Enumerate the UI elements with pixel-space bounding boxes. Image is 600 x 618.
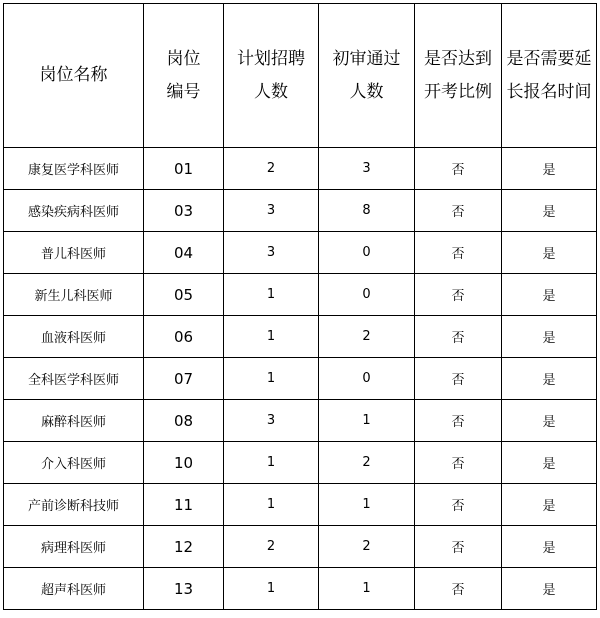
planned-count-cell: 1 — [224, 316, 319, 358]
table-header — [4, 4, 597, 148]
header-line: 长报名时间 — [506, 81, 592, 102]
table-row — [4, 358, 597, 400]
planned-count-cell: 2 — [224, 526, 319, 568]
ratio-met-cell: 否 — [415, 484, 502, 526]
position-code-cell: 04 — [144, 232, 224, 274]
header-line: 人数 — [349, 81, 384, 102]
extend-registration-cell: 是 — [502, 358, 597, 400]
position-code-cell: 05 — [144, 274, 224, 316]
passed-count-cell: 2 — [319, 442, 415, 484]
passed-count-cell: 1 — [319, 568, 415, 610]
passed-count-cell: 3 — [319, 148, 415, 190]
position-name-cell: 全科医学科医师 — [4, 358, 144, 400]
passed-count-cell: 2 — [319, 316, 415, 358]
table-row — [4, 148, 597, 190]
ratio-met-cell: 否 — [415, 568, 502, 610]
table-row — [4, 232, 597, 274]
header-line: 人数 — [254, 81, 288, 102]
header-row — [4, 4, 597, 148]
passed-count-cell: 8 — [319, 190, 415, 232]
header-ratio-met — [415, 4, 502, 148]
planned-count-cell: 2 — [224, 148, 319, 190]
extend-registration-cell: 是 — [502, 484, 597, 526]
position-code-cell: 07 — [144, 358, 224, 400]
table-row — [4, 316, 597, 358]
extend-registration-cell: 是 — [502, 568, 597, 610]
header-line: 初审通过 — [332, 48, 401, 69]
position-name-cell: 感染疾病科医师 — [4, 190, 144, 232]
position-name-cell: 麻醉科医师 — [4, 400, 144, 442]
planned-count-cell: 1 — [224, 484, 319, 526]
position-code-cell: 13 — [144, 568, 224, 610]
ratio-met-cell: 否 — [415, 400, 502, 442]
header-line: 编号 — [166, 81, 201, 102]
position-code-cell: 01 — [144, 148, 224, 190]
passed-count-cell: 1 — [319, 400, 415, 442]
position-code-cell: 03 — [144, 190, 224, 232]
position-name-cell: 康复医学科医师 — [4, 148, 144, 190]
passed-count-cell: 1 — [319, 484, 415, 526]
position-name-cell: 新生儿科医师 — [4, 274, 144, 316]
planned-count-cell: 3 — [224, 232, 319, 274]
header-line: 岗位 — [166, 48, 201, 69]
extend-registration-cell: 是 — [502, 148, 597, 190]
header-line: 开考比例 — [424, 81, 492, 102]
header-line: 是否需要延 — [506, 48, 592, 69]
position-code-cell: 12 — [144, 526, 224, 568]
extend-registration-cell: 是 — [502, 316, 597, 358]
header-passed-count — [319, 4, 415, 148]
passed-count-cell: 0 — [319, 232, 415, 274]
position-name-cell: 产前诊断科技师 — [4, 484, 144, 526]
position-name-cell: 病理科医师 — [4, 526, 144, 568]
table-row — [4, 526, 597, 568]
header-line: 是否达到 — [424, 48, 492, 69]
table-row — [4, 190, 597, 232]
ratio-met-cell: 否 — [415, 190, 502, 232]
header-position-code — [144, 4, 224, 148]
extend-registration-cell: 是 — [502, 232, 597, 274]
recruitment-table — [3, 3, 597, 610]
ratio-met-cell: 否 — [415, 526, 502, 568]
extend-registration-cell: 是 — [502, 526, 597, 568]
table-body — [4, 148, 597, 610]
ratio-met-cell: 否 — [415, 316, 502, 358]
extend-registration-cell: 是 — [502, 442, 597, 484]
extend-registration-cell: 是 — [502, 274, 597, 316]
position-code-cell: 10 — [144, 442, 224, 484]
position-name-cell: 普儿科医师 — [4, 232, 144, 274]
extend-registration-cell: 是 — [502, 400, 597, 442]
position-name-cell: 超声科医师 — [4, 568, 144, 610]
table-row — [4, 400, 597, 442]
planned-count-cell: 1 — [224, 568, 319, 610]
table-row — [4, 274, 597, 316]
ratio-met-cell: 否 — [415, 148, 502, 190]
passed-count-cell: 0 — [319, 274, 415, 316]
ratio-met-cell: 否 — [415, 442, 502, 484]
header-extend-registration — [502, 4, 597, 148]
planned-count-cell: 3 — [224, 190, 319, 232]
header-line: 岗位名称 — [39, 65, 108, 85]
planned-count-cell: 1 — [224, 358, 319, 400]
planned-count-cell: 1 — [224, 274, 319, 316]
ratio-met-cell: 否 — [415, 232, 502, 274]
header-line: 计划招聘 — [237, 48, 305, 69]
table-row — [4, 484, 597, 526]
ratio-met-cell: 否 — [415, 358, 502, 400]
header-position-name — [4, 4, 144, 148]
ratio-met-cell: 否 — [415, 274, 502, 316]
planned-count-cell: 3 — [224, 400, 319, 442]
position-code-cell: 08 — [144, 400, 224, 442]
planned-count-cell: 1 — [224, 442, 319, 484]
position-name-cell: 介入科医师 — [4, 442, 144, 484]
position-name-cell: 血液科医师 — [4, 316, 144, 358]
passed-count-cell: 2 — [319, 526, 415, 568]
table-row — [4, 442, 597, 484]
extend-registration-cell: 是 — [502, 190, 597, 232]
position-code-cell: 06 — [144, 316, 224, 358]
passed-count-cell: 0 — [319, 358, 415, 400]
position-code-cell: 11 — [144, 484, 224, 526]
header-planned-count — [224, 4, 319, 148]
table-row — [4, 568, 597, 610]
